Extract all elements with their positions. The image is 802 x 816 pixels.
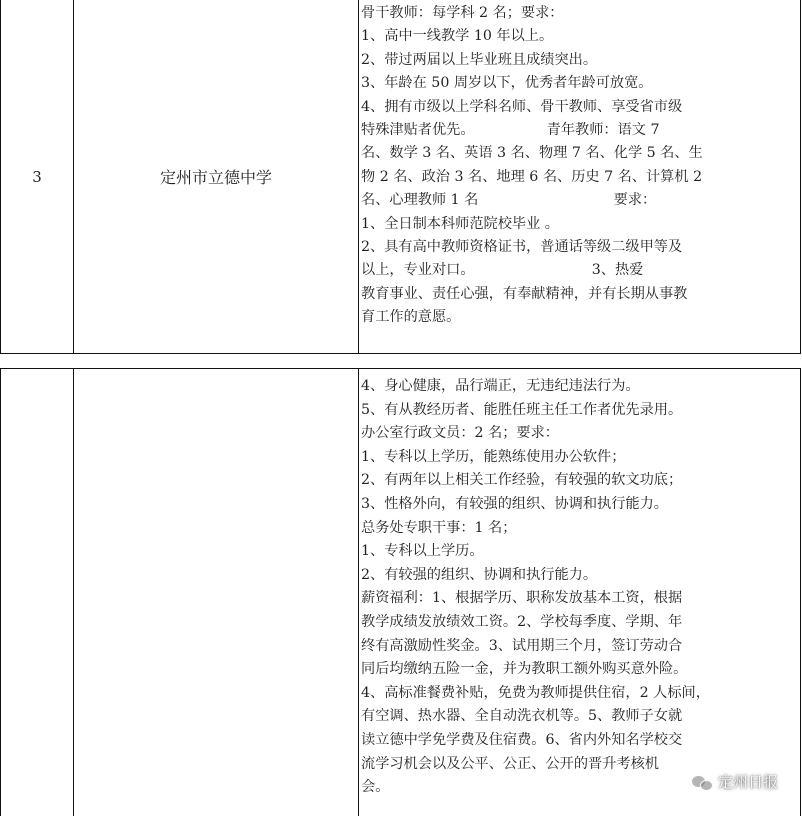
requirement-line: 薪资福利：1、根据学历、职称发放基本工资，根据 — [361, 590, 683, 607]
requirements-cell — [359, 0, 800, 353]
requirement-line: 2、具有高中教师资格证书，普通话等级二级甲等及 — [361, 239, 683, 256]
requirement-line: 骨干教师：每学科 2 名；要求： — [361, 5, 564, 21]
row-number-cell — [1, 0, 74, 353]
requirement-line: 办公室行政文员：2 名；要求： — [361, 425, 559, 442]
requirement-line: 3、年龄在 50 周岁以下，优秀者年龄可放宽。 — [361, 75, 653, 92]
requirement-line: 教育事业、责任心强，有奉献精神，并有长期从事教 — [361, 285, 688, 302]
requirements-cell-continued — [359, 369, 800, 816]
requirement-line: 总务处专职干事：1 名； — [361, 519, 517, 536]
requirement-line: 1、全日制本科师范院校毕业 。 — [361, 215, 559, 232]
requirement-line: 2、有两年以上相关工作经验，有较强的软文功底； — [361, 472, 683, 489]
requirement-line: 1、专科以上学历。 — [361, 543, 484, 560]
requirement-line: 有空调、热水器、全自动洗衣机等。5、教师子女就 — [361, 708, 683, 725]
requirement-line: 终有高激励性奖金。3、试用期三个月，签订劳动合 — [361, 637, 683, 654]
school-name-cell-empty — [74, 369, 359, 816]
requirement-line: 同后均缴纳五险一金，并为教职工额外购买意外险。 — [361, 661, 688, 678]
requirement-line: 育工作的意愿。 — [361, 309, 461, 326]
requirement-line: 以上，专业对口。 3、热爱 — [361, 262, 644, 279]
row-number: 3 — [32, 167, 42, 186]
requirement-line: 4、高标准餐费补贴，免费为教师提供住宿，2 人标间， — [361, 684, 710, 701]
watermark-text: 定州日报 — [717, 773, 778, 791]
requirement-line: 会。 — [361, 779, 390, 796]
table-row-continued — [0, 368, 801, 816]
requirement-line: 2、带过两届以上毕业班且成绩突出。 — [361, 51, 598, 68]
school-name: 定州市立德中学 — [159, 168, 272, 187]
requirement-line: 2、有较强的组织、协调和执行能力。 — [361, 566, 598, 583]
watermark — [691, 771, 778, 792]
row-number-cell-empty — [1, 369, 74, 816]
wechat-icon — [691, 773, 713, 791]
requirement-line: 5、有从教经历者、能胜任班主任工作者优先录用。 — [361, 401, 683, 418]
requirement-line: 4、拥有市级以上学科名师、骨干教师、享受省市级 — [361, 98, 683, 115]
requirement-line: 名、数学 3 名、英语 3 名、物理 7 名、化学 5 名、生 — [361, 145, 703, 162]
requirement-line: 特殊津贴者优先。 青年教师：语文 7 — [361, 122, 660, 139]
requirement-line: 流学习机会以及公平、公正、公开的晋升考核机 — [361, 755, 659, 772]
requirement-line: 1、专科以上学历，能熟练使用办公软件； — [361, 448, 626, 465]
requirement-line: 1、高中一线教学 10 年以上。 — [361, 28, 554, 45]
requirement-line: 4、身心健康，品行端正，无违纪违法行为。 — [361, 378, 640, 394]
table-row-school-3 — [0, 0, 801, 354]
requirement-line: 名、心理教师 1 名 要求： — [361, 192, 657, 209]
requirement-line: 3、性格外向，有较强的组织、协调和执行能力。 — [361, 495, 668, 512]
requirement-line: 读立德中学免学费及住宿费。6、省内外知名学校交 — [361, 731, 683, 748]
requirement-line: 教学成绩发放绩效工资。2、学校每季度、学期、年 — [361, 613, 683, 630]
school-name-cell — [74, 0, 359, 353]
requirement-line: 物 2 名、政治 3 名、地理 6 名、历史 7 名、计算机 2 — [361, 168, 703, 185]
